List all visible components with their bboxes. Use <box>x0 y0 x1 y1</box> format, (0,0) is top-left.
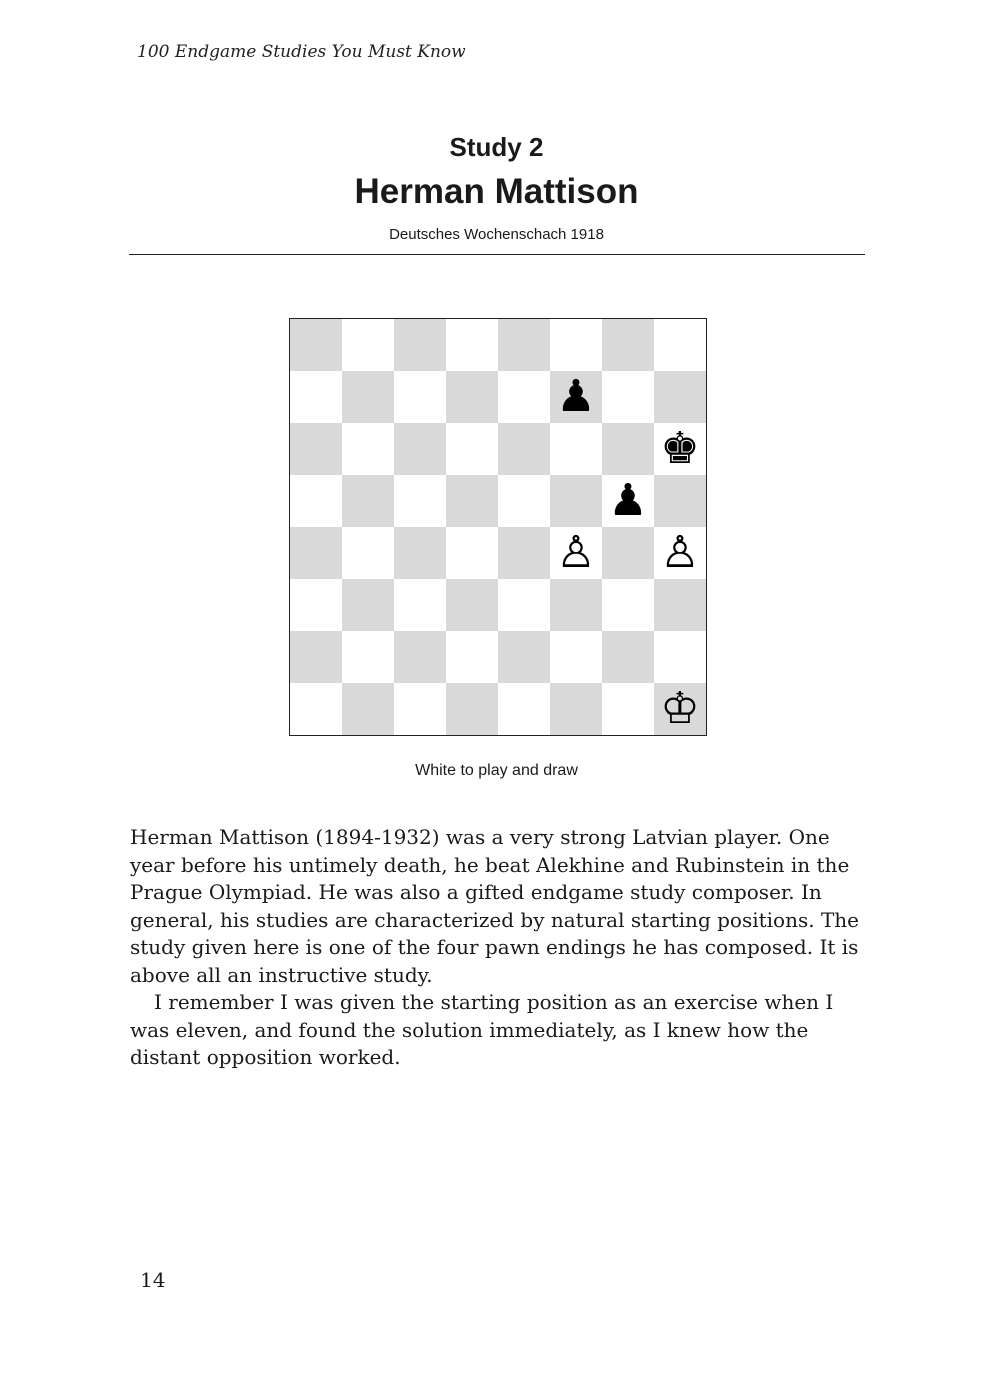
square-g4 <box>602 527 654 579</box>
square-f1 <box>550 683 602 735</box>
square-c5 <box>394 475 446 527</box>
square-e7 <box>498 371 550 423</box>
square-f6 <box>550 423 602 475</box>
square-g2 <box>602 631 654 683</box>
square-c6 <box>394 423 446 475</box>
square-f4 <box>550 527 602 579</box>
body-text <box>130 824 870 1072</box>
square-a5 <box>290 475 342 527</box>
square-b6 <box>342 423 394 475</box>
square-d5 <box>446 475 498 527</box>
square-g7 <box>602 371 654 423</box>
square-h2 <box>654 631 706 683</box>
square-e6 <box>498 423 550 475</box>
square-c8 <box>394 319 446 371</box>
chess-diagram <box>289 318 707 736</box>
square-c1 <box>394 683 446 735</box>
study-label: Study 2 <box>449 132 544 162</box>
black-king-icon: ♚ <box>660 423 700 474</box>
square-f3 <box>550 579 602 631</box>
square-a6 <box>290 423 342 475</box>
square-a1 <box>290 683 342 735</box>
square-a8 <box>290 319 342 371</box>
square-d8 <box>446 319 498 371</box>
paragraph: Herman Mattison (1894-1932) was a very strong Latvian player. One year before his untimely death, he beat Alekhine and Rubinstein in the Prague Olympiad. He was also a gifted endgame study composer. In general, his studies are characterized by natural starting positions. The study given here is one of the four pawn endings he has composed. It is above all an instructive study. <box>130 825 859 987</box>
square-g3 <box>602 579 654 631</box>
square-h1 <box>654 683 706 735</box>
square-g8 <box>602 319 654 371</box>
square-h7 <box>654 371 706 423</box>
square-g6 <box>602 423 654 475</box>
square-f7 <box>550 371 602 423</box>
square-h5 <box>654 475 706 527</box>
square-e3 <box>498 579 550 631</box>
square-d7 <box>446 371 498 423</box>
square-e5 <box>498 475 550 527</box>
study-title: Herman Mattison <box>354 172 639 211</box>
square-e1 <box>498 683 550 735</box>
square-c3 <box>394 579 446 631</box>
square-h4 <box>654 527 706 579</box>
square-a2 <box>290 631 342 683</box>
square-b1 <box>342 683 394 735</box>
square-a3 <box>290 579 342 631</box>
paragraph: I remember I was given the starting position as an exercise when I was eleven, and found the solution immediately, as I knew how the distant opposition worked. <box>130 990 834 1069</box>
square-g1 <box>602 683 654 735</box>
page-number: 14 <box>140 1268 166 1292</box>
square-c7 <box>394 371 446 423</box>
black-pawn-icon: ♟ <box>556 371 596 422</box>
square-c4 <box>394 527 446 579</box>
square-h3 <box>654 579 706 631</box>
square-d1 <box>446 683 498 735</box>
square-b8 <box>342 319 394 371</box>
square-a7 <box>290 371 342 423</box>
study-source: Deutsches Wochenschach 1918 <box>389 226 604 243</box>
square-d4 <box>446 527 498 579</box>
square-f8 <box>550 319 602 371</box>
square-b2 <box>342 631 394 683</box>
black-pawn-icon: ♟ <box>608 475 648 526</box>
square-b5 <box>342 475 394 527</box>
square-g5 <box>602 475 654 527</box>
square-e4 <box>498 527 550 579</box>
title-rule <box>129 254 865 255</box>
square-d2 <box>446 631 498 683</box>
square-b7 <box>342 371 394 423</box>
square-a4 <box>290 527 342 579</box>
square-h8 <box>654 319 706 371</box>
square-e2 <box>498 631 550 683</box>
white-pawn-icon: ♙ <box>660 527 700 578</box>
square-f2 <box>550 631 602 683</box>
square-f5 <box>550 475 602 527</box>
white-king-icon: ♔ <box>660 683 700 734</box>
square-b4 <box>342 527 394 579</box>
square-b3 <box>342 579 394 631</box>
square-h6 <box>654 423 706 475</box>
square-c2 <box>394 631 446 683</box>
square-d6 <box>446 423 498 475</box>
white-pawn-icon: ♙ <box>556 527 596 578</box>
square-d3 <box>446 579 498 631</box>
square-e8 <box>498 319 550 371</box>
running-head: 100 Endgame Studies You Must Know <box>137 42 466 62</box>
diagram-caption: White to play and draw <box>415 762 578 779</box>
